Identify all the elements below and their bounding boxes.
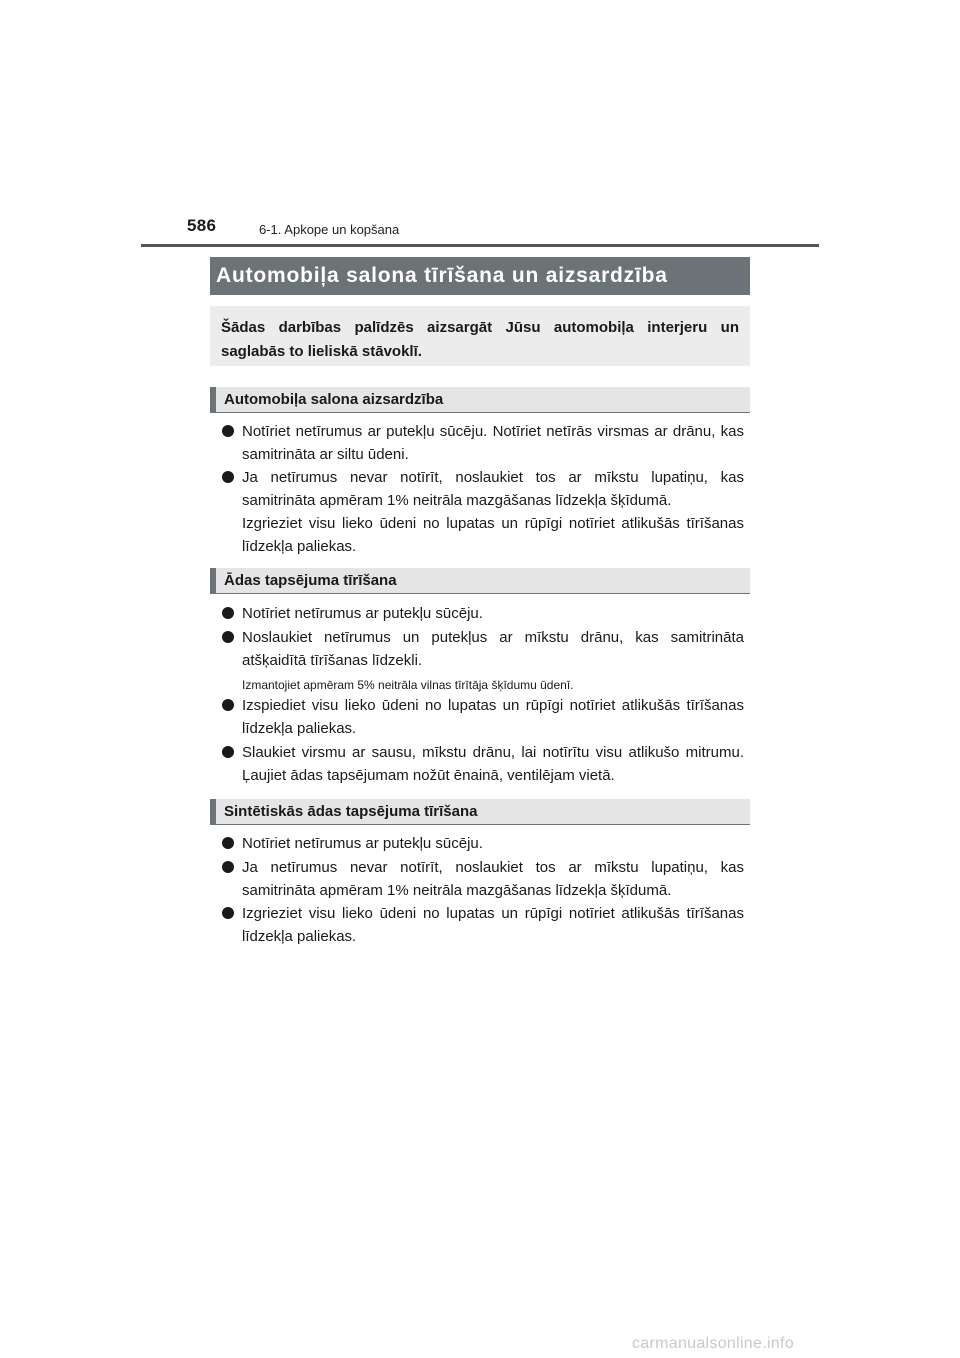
list-item-text: Izgrieziet visu lieko ūdeni no lupatas un rūpīgi notīriet atlikušās tīrīšanas līdzekļa paliekas. — [242, 515, 744, 555]
list-item-text: Ja netīrumus nevar notīrīt, noslaukiet tos ar mīkstu lupatiņu, kas samitrināta apmēram 1% neitrāla mazgāšanas līdzekļa šķīdumā. — [242, 469, 744, 509]
section-heading-leather: Ādas tapsējuma tīrīšana — [210, 568, 750, 594]
watermark: carmanualsonline.info — [632, 1335, 794, 1352]
bullet-icon — [222, 699, 234, 711]
section-path: 6-1. Apkope un kopšana — [259, 222, 400, 237]
list-item-text: Noslaukiet netīrumus un putekļus ar mīkstu drānu, kas samitrināta atšķaidītā tīrīšanas līdzekli. — [242, 629, 744, 669]
list-item-text: Notīriet netīrumus ar putekļu sūcēju. Notīriet netīrās virsmas ar drānu, kas samitrināta ar siltu ūdeni. — [242, 423, 744, 463]
list-item — [222, 602, 744, 625]
bullet-icon — [222, 907, 234, 919]
bullet-icon — [222, 425, 234, 437]
list-item-text: Ja netīrumus nevar notīrīt, noslaukiet tos ar mīkstu lupatiņu, kas samitrināta apmēram 1% neitrāla mazgāšanas līdzekļa šķīdumā. — [242, 859, 744, 899]
section-heading-synthetic-leather: Sintētiskās ādas tapsējuma tīrīšana — [210, 799, 750, 825]
list-item — [222, 741, 744, 787]
bullet-icon — [222, 631, 234, 643]
list-item — [222, 832, 744, 855]
header-divider — [141, 244, 819, 247]
list-item-text: Izgrieziet visu lieko ūdeni no lupatas un rūpīgi notīriet atlikušās tīrīšanas līdzekļa paliekas. — [242, 905, 744, 945]
list-item-continuation — [222, 512, 744, 558]
list-item — [222, 626, 744, 672]
bullet-icon — [222, 861, 234, 873]
bullet-icon — [222, 746, 234, 758]
list-item — [222, 694, 744, 740]
bullet-icon — [222, 607, 234, 619]
list-item — [222, 902, 744, 948]
list-item-text: Slaukiet virsmu ar sausu, mīkstu drānu, lai notīrītu visu atlikušo mitrumu. Ļaujiet ādas tapsējumam nožūt ēnainā, ventilējam vietā. — [242, 744, 744, 784]
intro-text: Šādas darbības palīdzēs aizsargāt Jūsu automobiļa interjeru un saglabās to lieliskā stāvoklī. — [210, 306, 750, 366]
bullet-icon — [222, 837, 234, 849]
list-item — [222, 420, 744, 466]
bullet-icon — [222, 471, 234, 483]
list-item-text: Notīriet netīrumus ar putekļu sūcēju. — [242, 605, 483, 622]
section-heading-protection: Automobiļa salona aizsardzība — [210, 387, 750, 413]
page-number: 586 — [187, 216, 217, 235]
list-item-text: Izspiediet visu lieko ūdeni no lupatas un rūpīgi notīriet atlikušās tīrīšanas līdzekļa paliekas. — [242, 697, 744, 737]
page-title: Automobiļa salona tīrīšana un aizsardzība — [210, 257, 750, 295]
list-item — [222, 856, 744, 902]
list-item-text: Notīriet netīrumus ar putekļu sūcēju. — [242, 835, 483, 852]
note-text: Izmantojiet apmēram 5% neitrāla vilnas tīrītāja šķīdumu ūdenī. — [242, 678, 574, 692]
list-item — [222, 466, 744, 512]
